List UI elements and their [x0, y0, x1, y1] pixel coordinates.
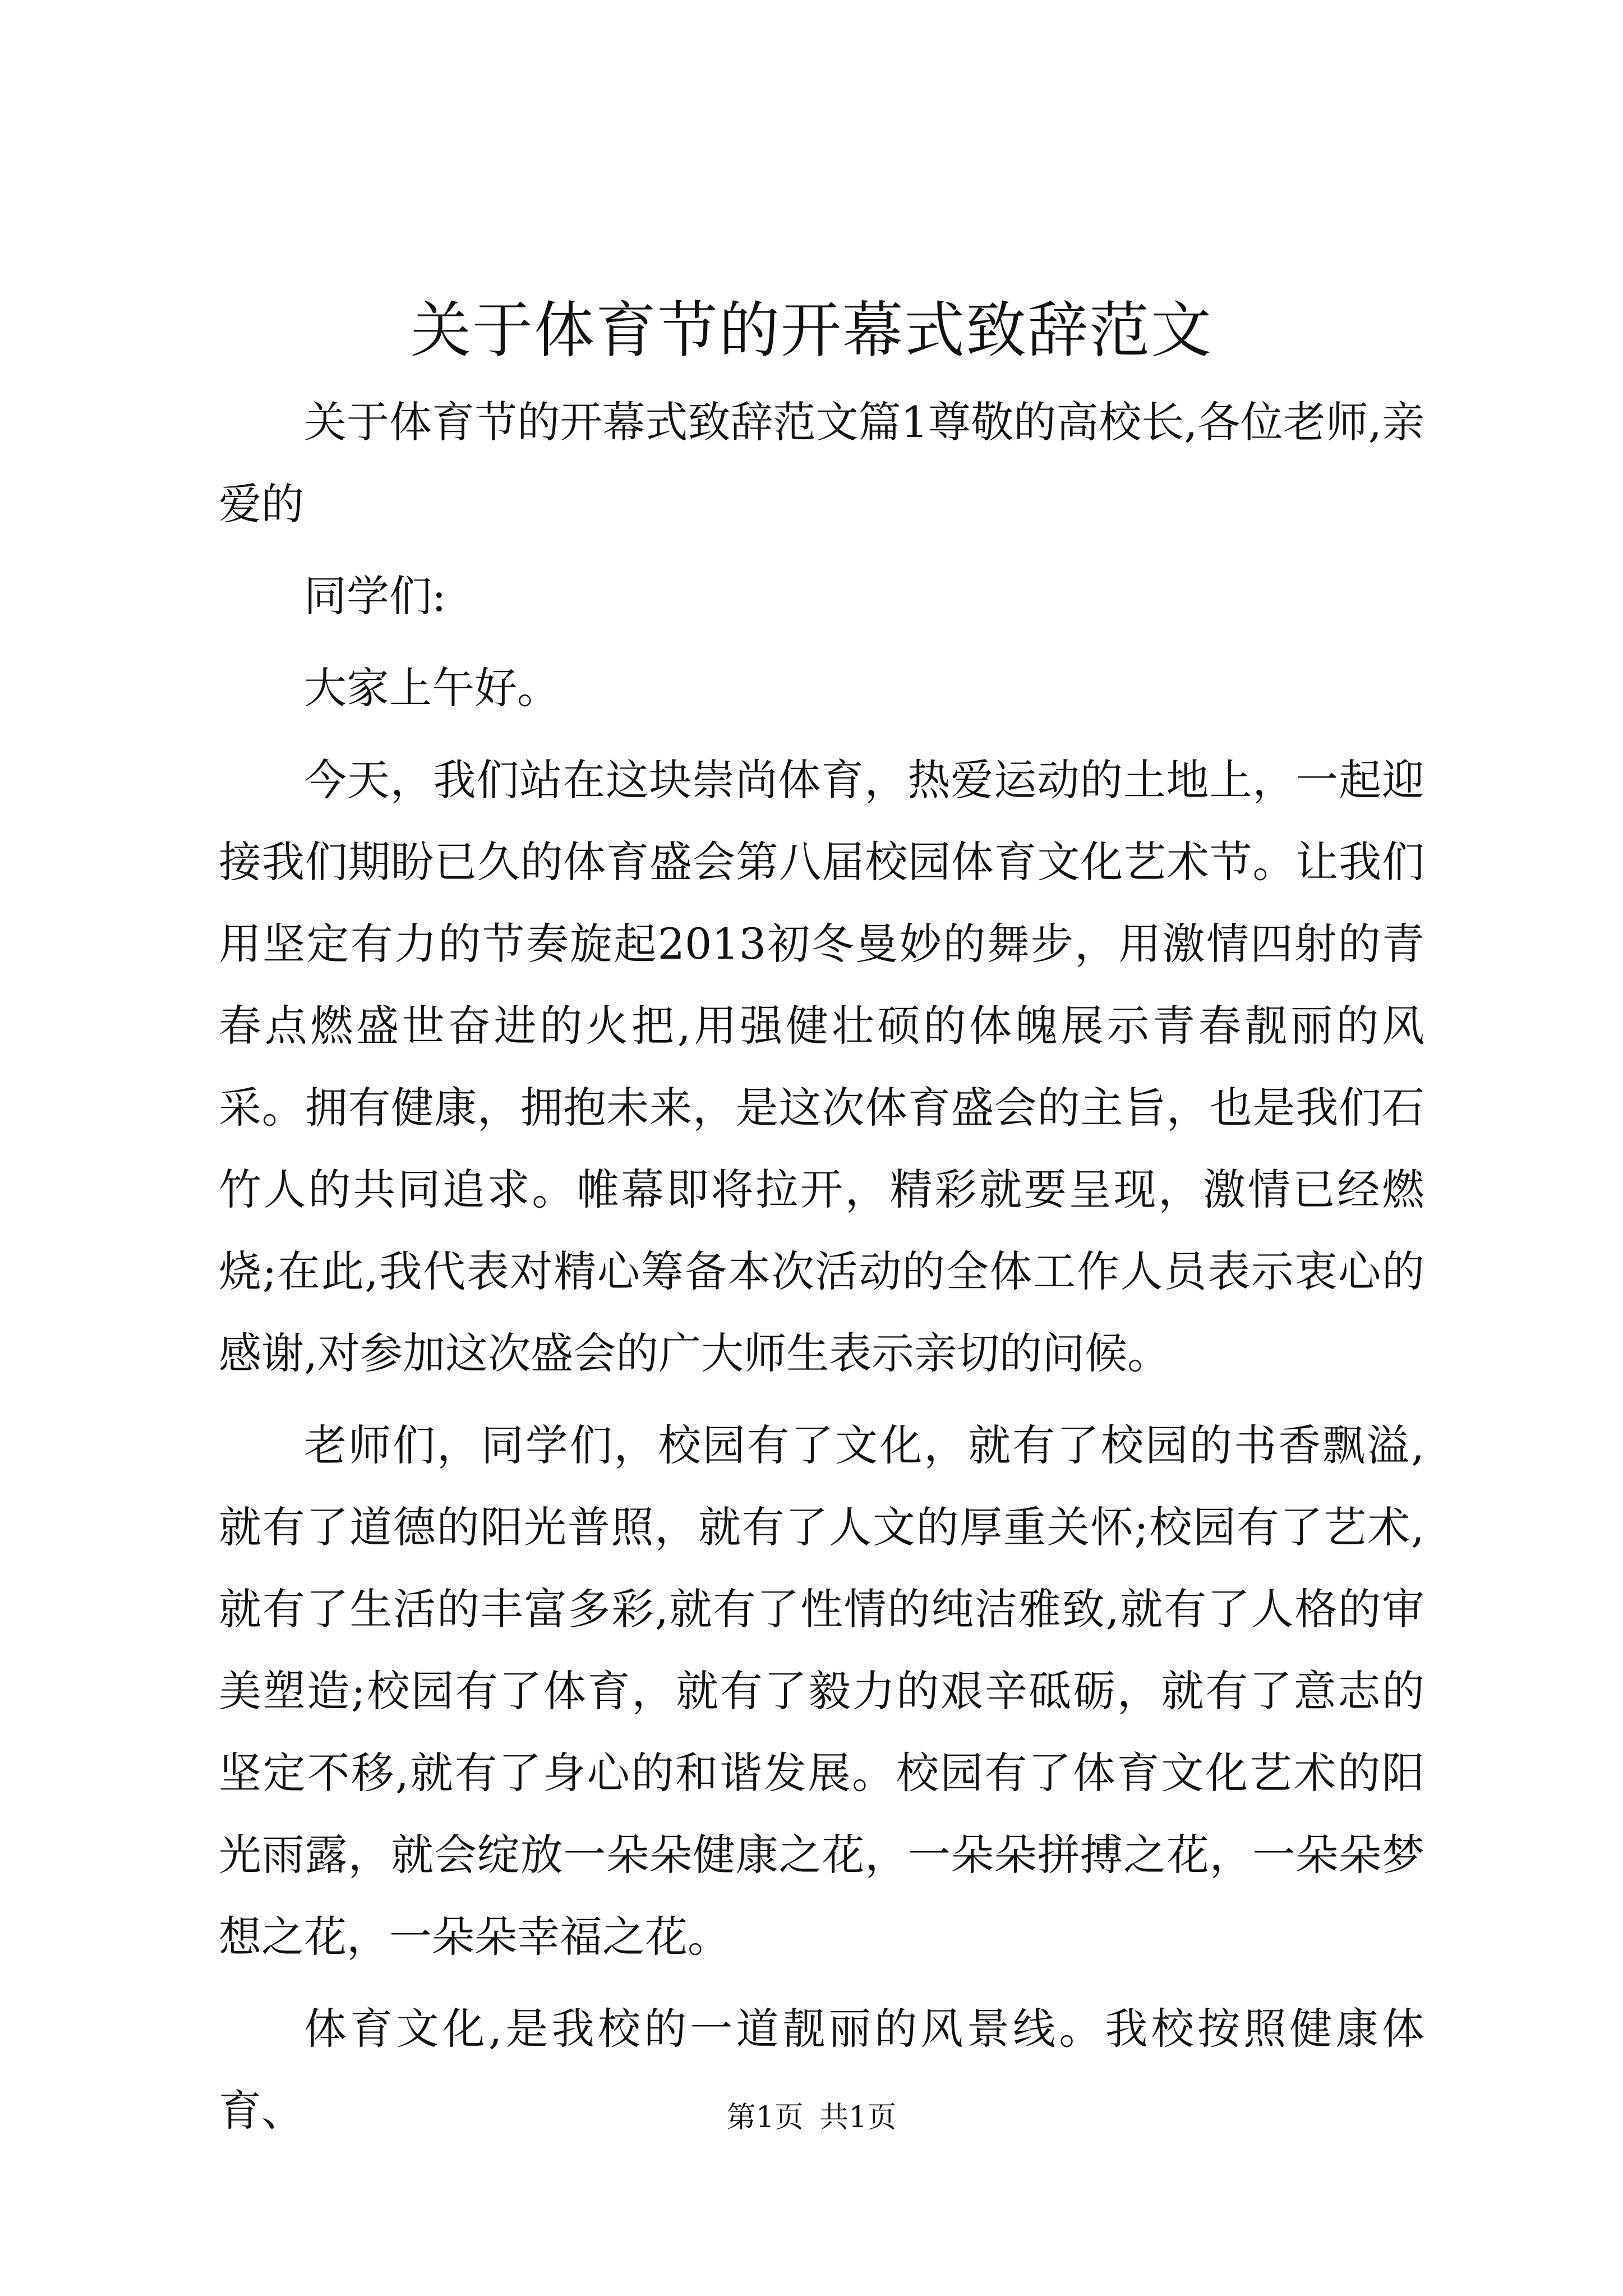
paragraph: 关于体育节的开幕式致辞范文篇1尊敬的高校长,各位老师,亲爱的: [219, 397, 1424, 529]
document-title: 关于体育节的开幕式致辞范文: [410, 296, 1212, 366]
paragraph: 同学们:: [304, 571, 446, 621]
document-body: [219, 381, 1424, 2162]
page-footer: 第1页 共1页: [726, 2101, 897, 2134]
paragraph: 体育文化,是我校的一道靓丽的风景线。我校按照健康体育、: [219, 2004, 1424, 2136]
paragraph: 大家上午好。: [304, 663, 560, 713]
paragraph: 今天，我们站在这块崇尚体育，热爱运动的土地上，一起迎接我们期盼已久的体育盛会第八届校园体育文化艺术节。让我们用坚定有力的节奏旋起2013初冬曼妙的舞步，用激情四射的青春点燃盛世奋进的火把,用强健壮硕的体魄展示青春靓丽的风采。拥有健康，拥抱未来，是这次体育盛会的主旨，也是我们石竹人的共同追求。帷幕即将拉开，精彩就要呈现，激情已经燃烧;在此,我代表对精心筹备本次活动的全体工作人员表示衷心的感谢,对参加这次盛会的广大师生表示亲切的问候。: [219, 755, 1424, 1378]
paragraph: 老师们，同学们，校园有了文化，就有了校园的书香飘溢,就有了道德的阳光普照，就有了人文的厚重关怀;校园有了艺术,就有了生活的丰富多彩,就有了性情的纯洁雅致,就有了人格的审美塑造;校园有了体育，就有了毅力的艰辛砥砺，就有了意志的坚定不移,就有了身心的和谐发展。校园有了体育文化艺术的阳光雨露，就会绽放一朵朵健康之花，一朵朵拼搏之花，一朵朵梦想之花，一朵朵幸福之花。: [219, 1420, 1424, 1962]
